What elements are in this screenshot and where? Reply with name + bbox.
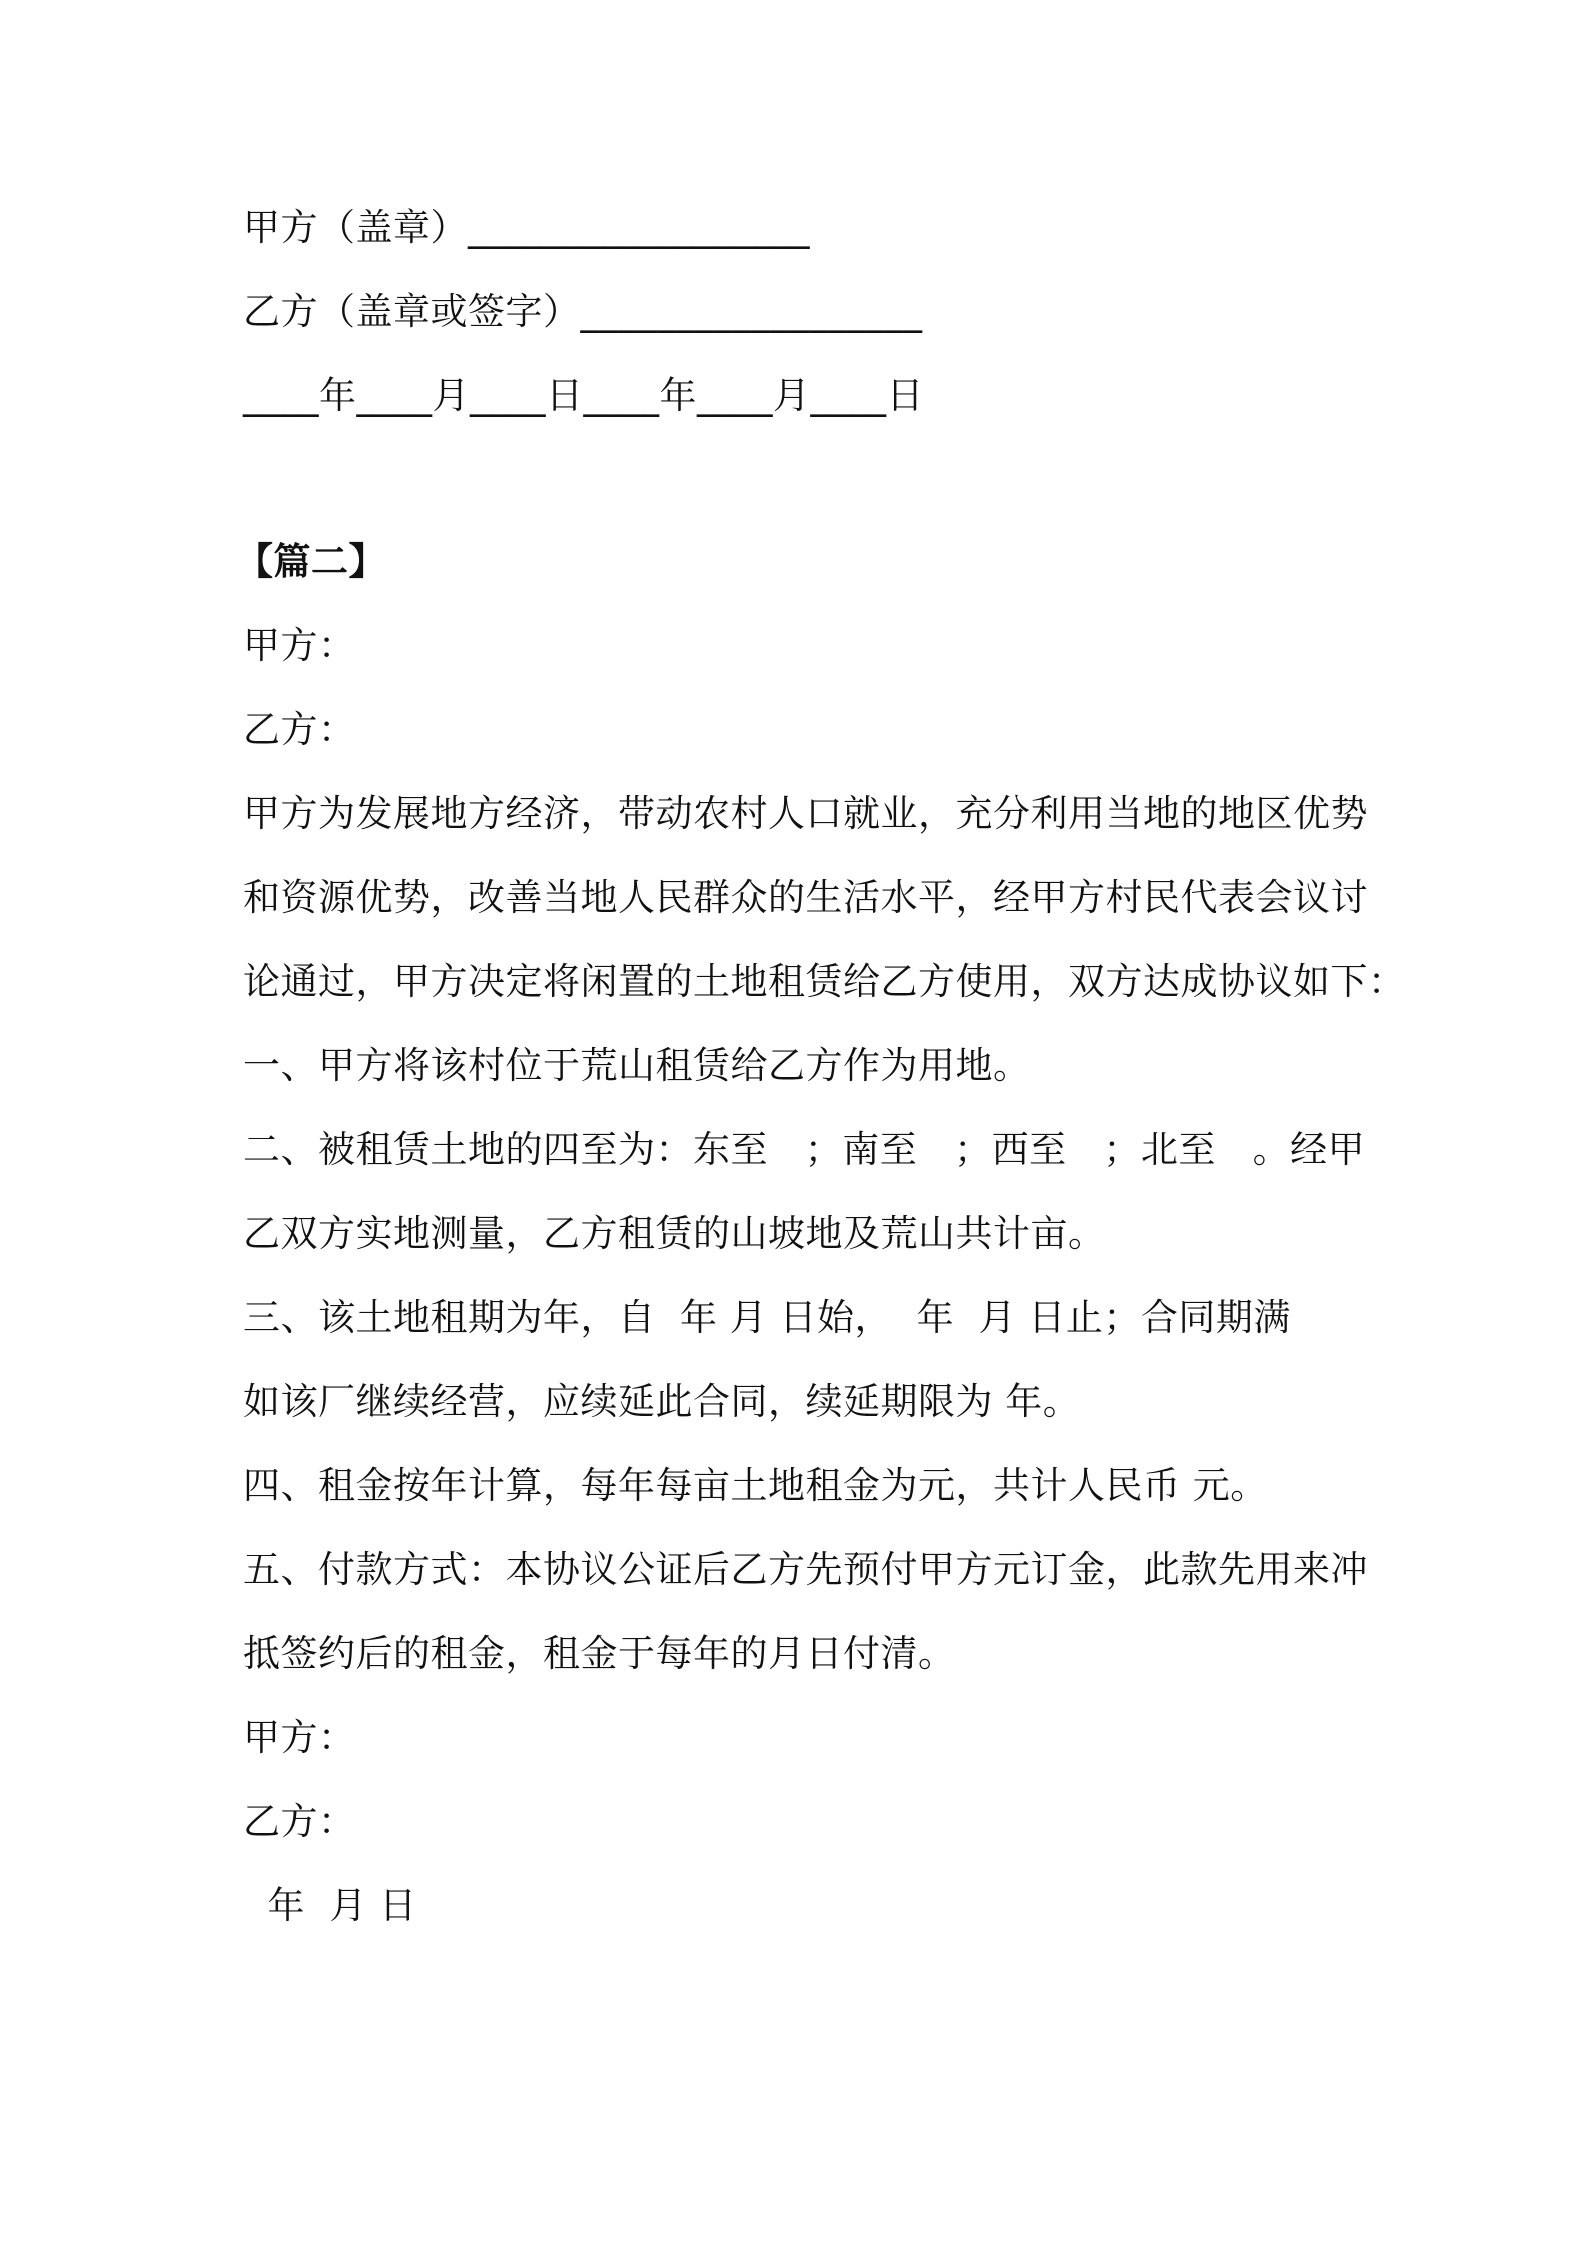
section-title: 【篇二】 (236, 540, 386, 583)
clause-line: 四、租金按年计算，每年每亩土地租金为元，共计人民币 元。 (243, 1464, 1268, 1507)
party-a-label: 甲方： (243, 624, 356, 667)
closing-date-line: 年 月 日 (243, 1884, 417, 1927)
clause-line: 抵签约后的租金，租金于每年的月日付清。 (243, 1632, 956, 1675)
clause-line: 乙双方实地测量，乙方租赁的山坡地及荒山共计亩。 (243, 1212, 1106, 1255)
party-a-signature-line: 甲方（盖章）__________________ (243, 206, 810, 249)
closing-party-b-label: 乙方： (243, 1800, 356, 1843)
clause-line: 一、甲方将该村位于荒山租赁给乙方作为用地。 (243, 1044, 1031, 1087)
party-b-signature-line: 乙方（盖章或签字）__________________ (243, 290, 923, 333)
clause-line: 如该厂继续经营，应续延此合同，续延期限为 年。 (243, 1380, 1081, 1423)
clause-line: 二、被租赁土地的四至为：东至 ；南至 ；西至 ；北至 。经甲 (243, 1128, 1366, 1171)
closing-party-a-label: 甲方： (243, 1716, 356, 1759)
party-b-label: 乙方： (243, 708, 356, 751)
clause-line: 五、付款方式：本协议公证后乙方先预付甲方元订金，此款先用来冲 (243, 1548, 1368, 1591)
clause-line: 三、该土地租期为年，自 年 月 日始， 年 月 日止；合同期满 (243, 1296, 1291, 1339)
intro-line: 甲方为发展地方经济，带动农村人口就业，充分利用当地的地区优势 (243, 792, 1368, 835)
intro-line: 和资源优势，改善当地人民群众的生活水平，经甲方村民代表会议讨 (243, 876, 1368, 919)
intro-line: 论通过，甲方决定将闲置的土地租赁给乙方使用，双方达成协议如下： (243, 960, 1406, 1003)
signature-date-line: ____年____月____日____年____月____日 (243, 374, 924, 417)
